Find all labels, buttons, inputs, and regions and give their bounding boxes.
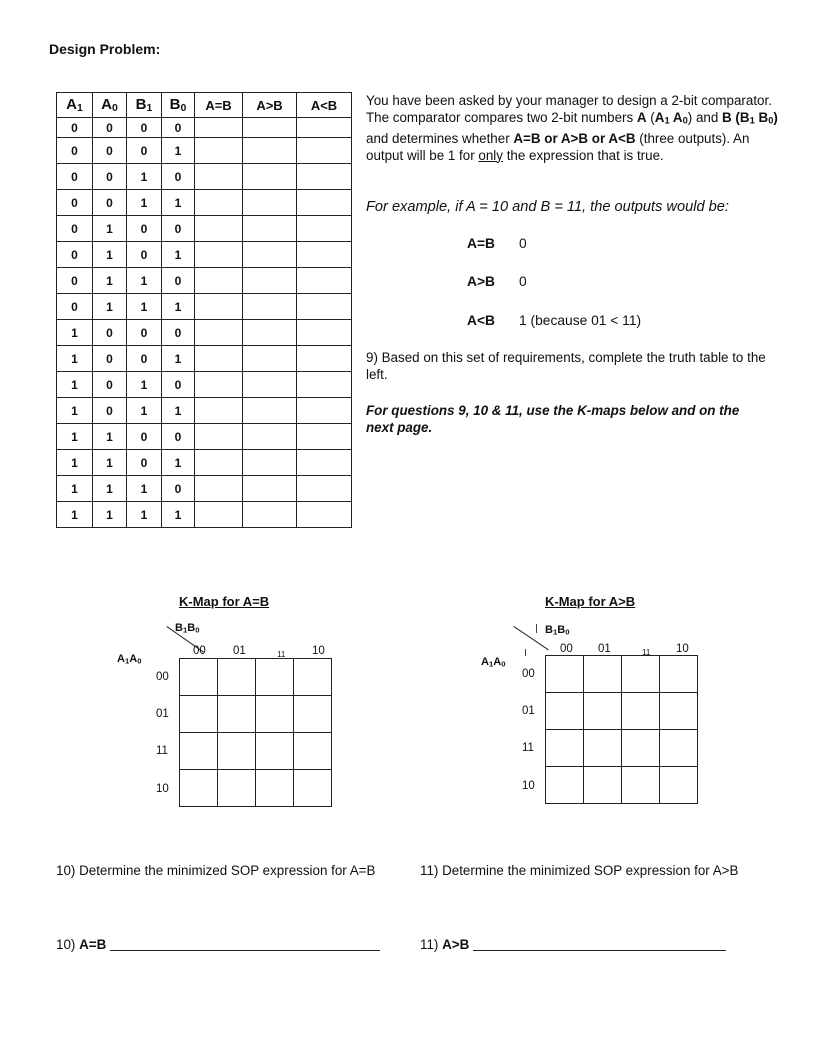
truth-table-input-cell: 1 — [162, 502, 195, 528]
kmap-cell[interactable] — [622, 693, 660, 730]
kmap-cell[interactable] — [218, 659, 256, 696]
truth-table-input-cell: 0 — [93, 138, 127, 164]
truth-table-input-cell: 1 — [127, 164, 162, 190]
truth-table-input-cell: 1 — [57, 476, 93, 502]
truth-table-output-cell[interactable] — [195, 138, 243, 164]
kmap-cell[interactable] — [256, 659, 294, 696]
truth-table-input-cell: 1 — [57, 346, 93, 372]
truth-table-output-cell[interactable] — [297, 294, 352, 320]
truth-table-output-cell[interactable] — [243, 502, 297, 528]
truth-table-output-cell[interactable] — [195, 476, 243, 502]
truth-table-input-cell: 0 — [127, 216, 162, 242]
kmap-cell[interactable] — [546, 693, 584, 730]
truth-table-input-cell: 1 — [93, 242, 127, 268]
truth-table-input-cell: 1 — [57, 398, 93, 424]
truth-table-output-cell[interactable] — [243, 242, 297, 268]
truth-table-output-cell[interactable] — [195, 502, 243, 528]
truth-table-row — [57, 268, 352, 294]
truth-table-input-cell: 0 — [93, 118, 127, 138]
truth-table-input-cell: 1 — [127, 372, 162, 398]
example-text: For example, if A = 10 and B = 11, the outputs would be: — [366, 199, 729, 215]
truth-table-output-cell[interactable] — [297, 372, 352, 398]
header-a0: $A_0$ — [93, 93, 127, 118]
truth-table-input-cell: 1 — [162, 190, 195, 216]
truth-table-input-cell: 0 — [127, 320, 162, 346]
truth-table-output-cell[interactable] — [195, 372, 243, 398]
header-a-lt-b: A<B — [297, 93, 352, 118]
truth-table-output-cell[interactable] — [297, 450, 352, 476]
problem-description: You have been asked by your manager to design a 2-bit comparator. The comparator compares two 2-bit numbers A ($A_1$ $A_0$) and B ($B_1$ $B_0$) and determines whether A=B or A>B or A<B (three outputs). An output will be 1 for only the expression that is true. — [366, 93, 778, 163]
kmap-a-gt-b-col-variables: $B_1B_0$ — [545, 624, 570, 637]
truth-table-input-cell: 0 — [57, 268, 93, 294]
truth-table-input-cell: 0 — [162, 216, 195, 242]
truth-table-input-cell: 1 — [127, 294, 162, 320]
truth-table-output-cell[interactable] — [297, 190, 352, 216]
truth-table-output-cell[interactable] — [195, 118, 243, 138]
truth-table-output-cell[interactable] — [195, 320, 243, 346]
kmap-a-eq-b-col-01: 01 — [233, 645, 246, 657]
truth-table-output-cell[interactable] — [195, 450, 243, 476]
truth-table-input-cell: 0 — [57, 294, 93, 320]
truth-table-input-cell: 1 — [93, 268, 127, 294]
kmap-cell[interactable] — [218, 770, 256, 807]
answer-10-line[interactable] — [110, 950, 380, 951]
kmap-cell[interactable] — [584, 656, 622, 693]
kmap-cell[interactable] — [622, 767, 660, 804]
kmap-a-gt-b-col-10: 10 — [676, 643, 689, 655]
truth-table-output-cell[interactable] — [243, 118, 297, 138]
truth-table-input-cell: 1 — [57, 450, 93, 476]
truth-table-output-cell[interactable] — [297, 164, 352, 190]
kmap-cell[interactable] — [294, 733, 332, 770]
kmap-cell[interactable] — [294, 659, 332, 696]
truth-table-row — [57, 476, 352, 502]
truth-table-output-cell[interactable] — [243, 138, 297, 164]
header-b0: $B_0$ — [162, 93, 195, 118]
truth-table-input-cell: 1 — [162, 398, 195, 424]
truth-table-output-cell[interactable] — [195, 164, 243, 190]
truth-table-input-cell: 1 — [93, 424, 127, 450]
kmap-cell[interactable] — [660, 656, 698, 693]
truth-table-input-cell: 1 — [127, 268, 162, 294]
truth-table-input-cell: 0 — [127, 242, 162, 268]
kmap-cell[interactable] — [294, 770, 332, 807]
header-b1: $B_1$ — [127, 93, 162, 118]
truth-table-input-cell: 0 — [127, 118, 162, 138]
truth-table-input-cell: 1 — [93, 502, 127, 528]
truth-table-output-cell[interactable] — [297, 502, 352, 528]
truth-table-input-cell: 1 — [127, 190, 162, 216]
truth-table-output-cell[interactable] — [297, 320, 352, 346]
kmap-cell[interactable] — [180, 733, 218, 770]
kmap-a-gt-b-row-00: 00 — [522, 668, 535, 680]
truth-table-row — [57, 190, 352, 216]
kmap-cell[interactable] — [622, 656, 660, 693]
kmap-a-eq-b-col-variables: $B_1B_0$ — [175, 622, 200, 635]
truth-table-input-cell: 0 — [57, 164, 93, 190]
truth-table-row — [57, 424, 352, 450]
truth-table-input-cell: 1 — [127, 476, 162, 502]
truth-table-output-cell[interactable] — [297, 424, 352, 450]
kmap-a-gt-b-diagonal — [513, 626, 548, 650]
truth-table-output-cell[interactable] — [243, 398, 297, 424]
kmap-cell[interactable] — [660, 693, 698, 730]
kmap-cell[interactable] — [180, 770, 218, 807]
kmap-cell[interactable] — [584, 767, 622, 804]
truth-table-input-cell: 0 — [93, 320, 127, 346]
truth-table-output-cell[interactable] — [243, 190, 297, 216]
kmap-a-gt-b-tick — [536, 624, 537, 633]
kmap-cell[interactable] — [546, 656, 584, 693]
answer-11-line[interactable] — [473, 950, 726, 951]
truth-table-input-cell: 1 — [93, 294, 127, 320]
question-11: 11) Determine the minimized SOP expression for A>B — [420, 863, 739, 878]
truth-table-input-cell: 0 — [57, 138, 93, 164]
truth-table-output-cell[interactable] — [243, 294, 297, 320]
truth-table-output-cell[interactable] — [297, 242, 352, 268]
truth-table-input-cell: 1 — [57, 424, 93, 450]
truth-table-row — [57, 138, 352, 164]
truth-table-input-cell: 1 — [57, 372, 93, 398]
kmap-cell[interactable] — [180, 659, 218, 696]
truth-table-output-cell[interactable] — [195, 346, 243, 372]
kmap-cell[interactable] — [218, 733, 256, 770]
kmap-a-gt-b-row-10: 10 — [522, 780, 535, 792]
truth-table-input-cell: 1 — [127, 502, 162, 528]
truth-table-input-cell: 0 — [162, 164, 195, 190]
truth-table-output-cell[interactable] — [195, 398, 243, 424]
kmap-cell[interactable] — [256, 770, 294, 807]
kmap-a-eq-b-col-00: 00 — [193, 645, 206, 657]
kmap-a-gt-b-row-01: 01 — [522, 705, 535, 717]
kmap-a-gt-b-col-11: 11 — [642, 648, 651, 657]
truth-table-row — [57, 346, 352, 372]
kmap-instructions: For questions 9, 10 & 11, use the K-maps below and on the next page. — [366, 403, 740, 435]
truth-table-row — [57, 398, 352, 424]
truth-table-output-cell[interactable] — [297, 268, 352, 294]
truth-table-row — [57, 320, 352, 346]
truth-table-input-cell: 0 — [127, 450, 162, 476]
kmap-a-gt-b-row-11: 11 — [522, 742, 534, 754]
truth-table-output-cell[interactable] — [297, 476, 352, 502]
kmap-a-gt-b-grid — [545, 655, 698, 804]
truth-table-input-cell: 1 — [162, 138, 195, 164]
truth-table-output-cell[interactable] — [195, 242, 243, 268]
truth-table-input-cell: 1 — [127, 398, 162, 424]
header-a-gt-b: A>B — [243, 93, 297, 118]
answer-10-row: 10) A=B — [56, 937, 380, 952]
kmap-a-eq-b-grid — [179, 658, 332, 807]
truth-table-row — [57, 450, 352, 476]
truth-table-input-cell: 0 — [93, 398, 127, 424]
truth-table-row — [57, 294, 352, 320]
kmap-cell[interactable] — [256, 733, 294, 770]
truth-table-row — [57, 372, 352, 398]
kmap-cell[interactable] — [546, 767, 584, 804]
truth-table-output-cell[interactable] — [297, 118, 352, 138]
question-9: 9) Based on this set of requirements, complete the truth table to the left. — [366, 350, 766, 382]
truth-table-input-cell: 0 — [162, 476, 195, 502]
kmap-cell[interactable] — [546, 730, 584, 767]
header-a-eq-b: A=B — [195, 93, 243, 118]
kmap-cell[interactable] — [180, 696, 218, 733]
truth-table-output-cell[interactable] — [297, 138, 352, 164]
kmap-cell[interactable] — [660, 730, 698, 767]
example-output-a-lt-b: A<B 1 (because 01 < 11) — [467, 313, 642, 328]
truth-table-row — [57, 216, 352, 242]
truth-table-output-cell[interactable] — [195, 268, 243, 294]
truth-table-input-cell: 0 — [127, 346, 162, 372]
truth-table-input-cell: 0 — [162, 424, 195, 450]
kmap-a-eq-b-row-01: 01 — [156, 708, 169, 720]
truth-table-input-cell: 0 — [93, 164, 127, 190]
truth-table-output-cell[interactable] — [243, 424, 297, 450]
truth-table-input-cell: 1 — [162, 450, 195, 476]
truth-table-input-cell: 0 — [93, 372, 127, 398]
truth-table-input-cell: 0 — [162, 372, 195, 398]
kmap-cell[interactable] — [256, 696, 294, 733]
kmap-a-eq-b-col-11: 11 — [277, 650, 286, 659]
truth-table-output-cell[interactable] — [195, 424, 243, 450]
truth-table-output-cell[interactable] — [243, 164, 297, 190]
truth-table-output-cell[interactable] — [195, 216, 243, 242]
truth-table-output-cell[interactable] — [195, 190, 243, 216]
kmap-a-gt-b-row-variables: $A_1A_0$ — [481, 656, 506, 669]
truth-table-output-cell[interactable] — [243, 320, 297, 346]
header-a1: $A_1$ — [57, 93, 93, 118]
kmap-a-gt-b-col-00: 00 — [560, 643, 573, 655]
kmap-a-eq-b-row-00: 00 — [156, 671, 169, 683]
kmap-a-eq-b-col-10: 10 — [312, 645, 325, 657]
kmap-a-eq-b-row-11: 11 — [156, 745, 168, 757]
truth-table-input-cell: 1 — [57, 502, 93, 528]
truth-table-input-cell: 0 — [57, 216, 93, 242]
kmap-a-eq-b-row-10: 10 — [156, 783, 169, 795]
truth-table-input-cell: 0 — [162, 320, 195, 346]
kmap-a-gt-b-col-01: 01 — [598, 643, 611, 655]
kmap-a-eq-b-row-variables: $A_1A_0$ — [117, 653, 142, 666]
truth-table-input-cell: 1 — [57, 320, 93, 346]
truth-table-output-cell[interactable] — [297, 398, 352, 424]
example-output-a-eq-b: A=B 0 — [467, 236, 527, 251]
truth-table-output-cell[interactable] — [243, 268, 297, 294]
truth-table-input-cell: 0 — [57, 118, 93, 138]
truth-table-input-cell: 1 — [162, 294, 195, 320]
truth-table-input-cell: 0 — [127, 138, 162, 164]
truth-table-input-cell: 0 — [162, 268, 195, 294]
truth-table-output-cell[interactable] — [243, 372, 297, 398]
truth-table-input-cell: 0 — [57, 190, 93, 216]
kmap-a-gt-b-title: K-Map for A>B — [545, 594, 636, 609]
truth-table-output-cell[interactable] — [297, 346, 352, 372]
truth-table-output-cell[interactable] — [243, 450, 297, 476]
truth-table-output-cell[interactable] — [297, 216, 352, 242]
kmap-cell[interactable] — [584, 693, 622, 730]
truth-table-input-cell: 1 — [162, 346, 195, 372]
truth-table-row — [57, 242, 352, 268]
kmap-a-gt-b-tick-2 — [525, 649, 526, 656]
truth-table-input-cell: 1 — [162, 242, 195, 268]
truth-table-header-row — [57, 93, 352, 118]
truth-table-input-cell: 1 — [93, 476, 127, 502]
truth-table-input-cell: 0 — [162, 118, 195, 138]
kmap-cell[interactable] — [218, 696, 256, 733]
example-output-a-gt-b: A>B 0 — [467, 274, 527, 289]
truth-table — [56, 92, 352, 528]
truth-table-output-cell[interactable] — [243, 216, 297, 242]
truth-table-input-cell: 0 — [93, 190, 127, 216]
answer-11-row: 11) A>B — [420, 937, 726, 952]
truth-table-row — [57, 118, 352, 138]
truth-table-input-cell: 0 — [57, 242, 93, 268]
kmap-cell[interactable] — [660, 767, 698, 804]
truth-table-output-cell[interactable] — [243, 346, 297, 372]
truth-table-input-cell: 0 — [127, 424, 162, 450]
truth-table-input-cell: 1 — [93, 216, 127, 242]
truth-table-input-cell: 1 — [93, 450, 127, 476]
truth-table-row — [57, 164, 352, 190]
truth-table-output-cell[interactable] — [195, 294, 243, 320]
question-10: 10) Determine the minimized SOP expression for A=B — [56, 863, 376, 878]
kmap-cell[interactable] — [294, 696, 332, 733]
truth-table-output-cell[interactable] — [243, 476, 297, 502]
truth-table-row — [57, 502, 352, 528]
kmap-a-eq-b-title: K-Map for A=B — [179, 594, 270, 609]
truth-table-input-cell: 0 — [93, 346, 127, 372]
kmap-cell[interactable] — [584, 730, 622, 767]
kmap-cell[interactable] — [622, 730, 660, 767]
page-title: Design Problem: — [49, 41, 161, 57]
